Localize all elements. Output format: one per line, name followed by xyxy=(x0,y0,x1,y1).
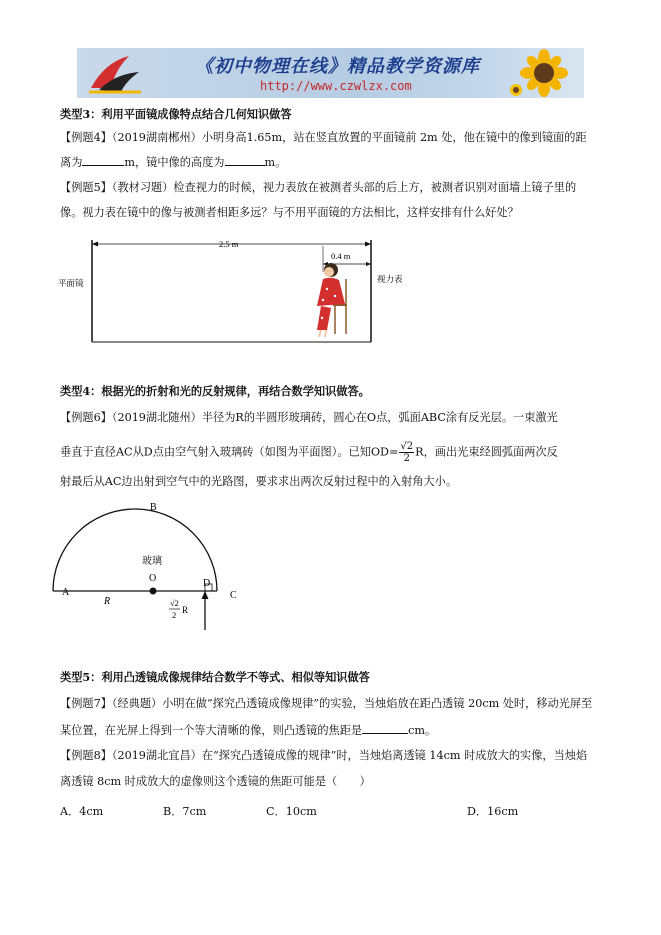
point-o-label: O xyxy=(149,573,157,584)
option-a[interactable]: A．4cm xyxy=(60,805,104,818)
header-banner xyxy=(77,48,584,98)
fraction xyxy=(399,441,414,464)
fraction-denominator: 2 xyxy=(403,453,410,464)
ex4-text-b: m，镜中像的高度为 xyxy=(124,156,225,169)
point-a-label: A xyxy=(62,587,70,598)
point-c-label: C xyxy=(230,590,237,601)
semicircle-glass-figure xyxy=(58,498,237,633)
section4-heading: 类型4：根据光的折射和光的反射规律，再结合数学知识做答。 xyxy=(60,384,370,398)
eye-chart-label: 视力表 xyxy=(377,275,403,285)
point-b-label: B xyxy=(150,502,157,513)
ex6-text-a: 垂直于直径AC从D点由空气射入玻璃砖（如图为平面图）。已知OD= xyxy=(60,445,399,459)
seated-person-icon xyxy=(317,263,347,337)
ex7-text-a: 某位置，在光屏上得到一个等大清晰的像，则凸透镜的焦距是 xyxy=(60,724,363,737)
od-frac-num: √2 xyxy=(170,598,179,608)
ex4-text-a: 离为 xyxy=(60,156,83,169)
option-c[interactable]: C．10cm xyxy=(266,805,317,818)
example7-line2 xyxy=(60,722,436,739)
example4-line2 xyxy=(60,154,286,171)
mirror-label: 平面镜 xyxy=(58,279,84,289)
ex7-text-b: cm。 xyxy=(408,724,437,737)
sunflower-icon xyxy=(504,50,578,96)
od-frac-r: R xyxy=(182,605,189,615)
example8-line1: 【例题8】（2019湖北宜昌）在“探究凸透镜成像的规律”时，当烛焰离透镜 14cm 时成放大的实像，当烛焰 xyxy=(60,749,588,762)
radius-label: R xyxy=(104,596,111,607)
ex4-text-c: m。 xyxy=(264,156,287,169)
banner-url[interactable]: http://www.czwlzx.com xyxy=(260,79,412,93)
example6-line3: 射最后从AC边出射到空气中的光路图，要求求出两次反射过程中的入射角大小。 xyxy=(60,475,458,488)
banner-title: 《初中物理在线》精品教学资源库 xyxy=(195,56,480,77)
section5-heading: 类型5：利用凸透镜成像规律结合数学不等式、相似等知识做答 xyxy=(60,670,370,684)
example7-line1: 【例题7】（经典题）小明在做“探究凸透镜成像规律”的实验，当烛焰放在距凸透镜 20cm 处时，移动光屏至 xyxy=(60,697,593,710)
point-d-label: D xyxy=(203,578,211,589)
ex6-text-b: R，画出光束经圆弧面两次反 xyxy=(415,445,558,459)
example4-line1: 【例题4】（2019湖南郴州）小明身高1.65m，站在竖直放置的平面镜前 2m 处，他在镜中的像到镜面的距 xyxy=(60,131,587,144)
example6-line1: 【例题6】（2019湖北随州）半径为R的半圆形玻璃砖，圆心在O点，弧面ABC涂有反光层。一束激光 xyxy=(60,411,558,424)
section3-heading: 类型3：利用平面镜成像特点结合几何知识做答 xyxy=(60,107,292,121)
example5-line1: 【例题5】（教材习题）检查视力的时候，视力表放在被测者头部的后上方，被测者识别对面墙上镜子里的 xyxy=(60,181,577,194)
glass-label: 玻璃 xyxy=(142,556,162,567)
example6-line2 xyxy=(60,441,558,464)
site-logo-icon xyxy=(85,52,145,94)
answer-blank[interactable] xyxy=(82,154,124,166)
answer-blank[interactable] xyxy=(362,722,408,734)
od-frac-den: 2 xyxy=(172,610,177,620)
fraction-numerator: √2 xyxy=(400,441,414,452)
dist-total-label: 2.5 m xyxy=(219,239,239,249)
example5-line2: 像。视力表在镜中的像与被测者相距多远？与不用平面镜的方法相比，这样安排有什么好处？ xyxy=(60,206,519,219)
option-b[interactable]: B．7cm xyxy=(163,805,207,818)
dist-small-label: 0.4 m xyxy=(331,251,351,261)
answer-blank[interactable] xyxy=(225,154,265,166)
eye-test-figure xyxy=(55,234,403,346)
option-d[interactable]: D．16cm xyxy=(467,805,519,818)
example8-line2: 离透镜 8cm 时成放大的虚像则这个透镜的焦距可能是（ ） xyxy=(60,775,371,788)
